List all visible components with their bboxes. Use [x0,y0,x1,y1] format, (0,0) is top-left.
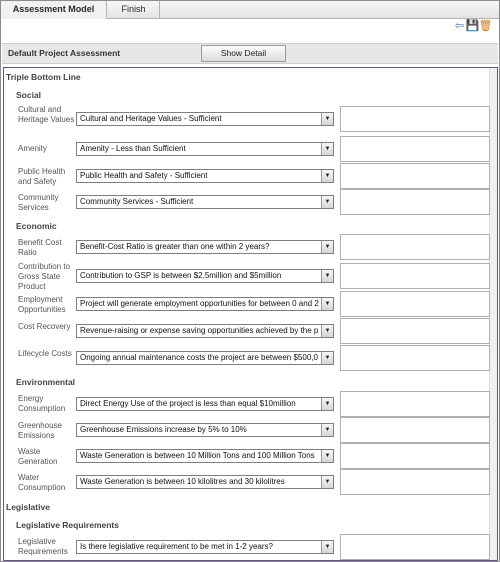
dropdown-value: Project will generate employment opportunities for between 0 and 2 [80,299,319,308]
scrollbar[interactable] [489,68,497,560]
comment-textarea[interactable] [340,443,490,469]
row-label: Waste Generation [18,447,58,466]
comment-textarea[interactable] [340,263,490,289]
comment-textarea[interactable] [340,391,490,417]
row-label: Community Services [18,193,59,212]
chevron-down-icon: ▼ [321,143,333,155]
chevron-down-icon: ▼ [321,196,333,208]
chevron-down-icon: ▼ [321,476,333,488]
section-economic: Economic [16,221,57,231]
chevron-down-icon: ▼ [321,270,333,282]
chevron-down-icon: ▼ [321,113,333,125]
comment-textarea[interactable] [340,291,490,317]
row-label: Benefit Cost Ratio [18,238,62,257]
assessment-dropdown[interactable] [76,240,334,254]
section-environmental: Environmental [16,377,76,387]
assessment-label: Default Project Assessment [8,48,121,58]
row-label: Cost Recovery [18,322,71,331]
comment-textarea[interactable] [340,534,490,560]
assessment-dropdown[interactable] [76,540,334,554]
chevron-down-icon: ▼ [321,424,333,436]
chevron-down-icon: ▼ [321,298,333,310]
chevron-down-icon: ▼ [321,170,333,182]
assessment-dropdown[interactable] [76,195,334,209]
assessment-dropdown[interactable] [76,475,334,489]
trash-icon[interactable]: 🗑 [478,20,493,32]
assessment-dropdown[interactable] [76,297,334,311]
chevron-down-icon: ▼ [321,325,333,337]
toolbar-icons [454,20,491,33]
section-legislative-requirements: Legislative Requirements [16,520,119,530]
chevron-down-icon: ▼ [321,352,333,364]
dropdown-value: Waste Generation is between 10 kilolitres and 30 kilolitres [80,477,285,486]
assessment-header [2,43,498,64]
row-label: Energy Consumption [18,394,66,413]
row-label: Amenity [18,144,47,153]
comment-textarea[interactable] [340,163,490,189]
comment-textarea[interactable] [340,345,490,371]
assessment-dropdown[interactable] [76,449,334,463]
comment-textarea[interactable] [340,469,490,495]
section-triple-bottom-line: Triple Bottom Line [6,72,81,82]
chevron-down-icon: ▼ [321,398,333,410]
chevron-down-icon: ▼ [321,541,333,553]
assessment-dropdown[interactable] [76,269,334,283]
comment-textarea[interactable] [340,136,490,162]
assessment-dropdown[interactable] [76,423,334,437]
assessment-panel [3,67,498,561]
chevron-down-icon: ▼ [321,241,333,253]
save-icon[interactable]: 💾 [465,20,480,32]
row-label: Greenhouse Emissions [18,421,63,440]
row-label: Legislative Requirements [18,537,68,556]
tab-assessment-model[interactable]: Assessment Model [1,1,107,19]
assessment-dropdown[interactable] [76,112,334,126]
dropdown-value: Ongoing annual maintenance costs the project are between $500,0 [80,353,318,362]
dropdown-value: Is there legislative requirement to be met in 1-2 years? [80,542,273,551]
dropdown-value: Community Services - Sufficient [80,197,194,206]
assessment-dropdown[interactable] [76,351,334,365]
assessment-dropdown[interactable] [76,397,334,411]
section-social: Social [16,90,42,100]
dropdown-value: Waste Generation is between 10 Million Tons and 100 Million Tons [80,451,315,460]
tab-finish[interactable]: Finish [108,1,160,19]
comment-textarea[interactable] [340,106,490,132]
section-legislative: Legislative [6,502,50,512]
row-label: Public Health and Safety [18,167,66,186]
row-label: Employment Opportunities [18,295,66,314]
chevron-down-icon: ▼ [321,450,333,462]
dropdown-value: Benefit-Cost Ratio is greater than one within 2 years? [80,242,270,251]
comment-textarea[interactable] [340,234,490,260]
assessment-dropdown[interactable] [76,324,334,338]
assessment-dropdown[interactable] [76,169,334,183]
back-arrow-icon[interactable]: ⇦ [454,20,465,32]
assessment-dropdown[interactable] [76,142,334,156]
dropdown-value: Contribution to GSP is between $2.5million and $5million [80,271,282,280]
show-detail-button[interactable]: Show Detail [201,45,286,62]
row-label: Contribution to Gross State Product [18,262,71,291]
dropdown-value: Cultural and Heritage Values - Sufficient [80,114,222,123]
comment-textarea[interactable] [340,189,490,215]
dropdown-value: Greenhouse Emissions increase by 5% to 10% [80,425,247,434]
tab-bar [1,1,499,19]
comment-textarea[interactable] [340,318,490,344]
dropdown-value: Revenue-raising or expense saving opportunities achieved by the p [80,326,319,335]
row-label: Lifecycle Costs [18,349,72,358]
row-label: Cultural and Heritage Values [18,105,75,124]
dropdown-value: Direct Energy Use of the project is less than equal $10million [80,399,296,408]
dropdown-value: Amenity - Less than Sufficient [80,144,186,153]
dropdown-value: Public Health and Safety - Sufficient [80,171,208,180]
comment-textarea[interactable] [340,417,490,443]
row-label: Water Consumption [18,473,66,492]
